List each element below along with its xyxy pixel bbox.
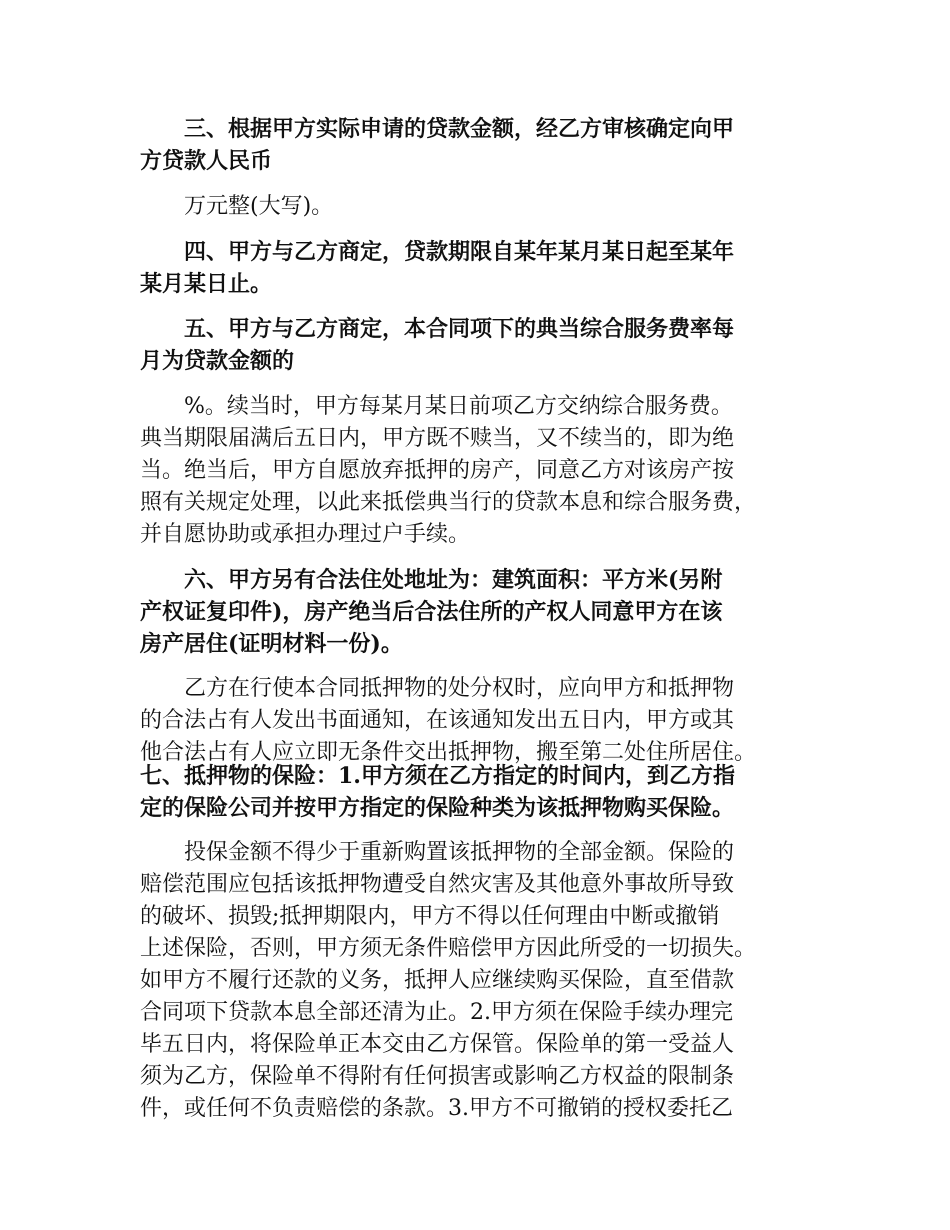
disposal-paragraph-line: 乙方在行使本合同抵押物的处分权时，应向甲方和抵押物 — [184, 676, 735, 701]
fee-paragraph-line: 当。绝当后，甲方自愿放弃抵押的房产，同意乙方对该房产按 — [140, 458, 735, 483]
section5-heading-line1: 五、甲方与乙方商定，本合同项下的典当综合服务费率每 — [184, 316, 735, 342]
insurance-paragraph-line: 如甲方不履行还款的义务，抵押人应继续购买保险，直至借款 — [140, 968, 735, 993]
fee-paragraph-line: 典当期限届满后五日内，甲方既不赎当，又不续当的，即为绝 — [140, 426, 735, 451]
insurance-paragraph-line: 件，或任何不负责赔偿的条款。3.甲方不可撤销的授权委托乙 — [140, 1096, 733, 1121]
amount-note: 万元整(大写)。 — [184, 194, 334, 219]
insurance-paragraph-line: 合同项下贷款本息全部还清为止。2.甲方须在保险手续办理完 — [140, 1000, 733, 1025]
insurance-paragraph-line: 上述保险，否则，甲方须无条件赔偿甲方因此所受的一切损失。 — [140, 936, 757, 961]
fee-paragraph-line: 并自愿协助或承担办理过户手续。 — [140, 522, 471, 547]
fee-paragraph-line: 照有关规定处理，以此来抵偿典当行的贷款本息和综合服务费， — [140, 490, 757, 515]
section7-heading-line: 定的保险公司并按甲方指定的保险种类为该抵押物购买保险。 — [140, 795, 735, 821]
section6-heading-line: 六、甲方另有合法住处地址为：建筑面积：平方米(另附 — [184, 567, 723, 593]
insurance-paragraph-line: 赔偿范围应包括该抵押物遭受自然灾害及其他意外事故所导致 — [140, 872, 735, 897]
insurance-paragraph-line: 的破坏、损毁;抵押期限内，甲方不得以任何理由中断或撤销 — [140, 904, 720, 929]
section6-heading-line: 产权证复印件)，房产绝当后合法住所的产权人同意甲方在该 — [140, 599, 723, 625]
section3-heading-line2: 方贷款人民币 — [140, 148, 273, 174]
insurance-paragraph-line: 毕五日内，将保险单正本交由乙方保管。保险单的第一受益人 — [140, 1032, 735, 1057]
insurance-paragraph-line: 投保金额不得少于重新购置该抵押物的全部金额。保险的 — [184, 840, 735, 865]
section5-heading-line2: 月为贷款金额的 — [140, 348, 295, 374]
fee-paragraph-line: %。续当时，甲方每某月某日前项乙方交纳综合服务费。 — [184, 394, 733, 419]
disposal-paragraph-line: 他合法占有人应立即无条件交出抵押物，搬至第二处住所居住。 — [140, 740, 757, 765]
disposal-paragraph-line: 的合法占有人发出书面通知，在该通知发出五日内，甲方或其 — [140, 708, 735, 733]
section6-heading-line: 房产居住(证明材料一份)。 — [140, 631, 403, 657]
insurance-paragraph-line: 须为乙方，保险单不得附有任何损害或影响乙方权益的限制条 — [140, 1064, 735, 1089]
section7-heading-line: 七、抵押物的保险：1.甲方须在乙方指定的时间内，到乙方指 — [140, 763, 735, 789]
section4-heading-line1: 四、甲方与乙方商定，贷款期限自某年某月某日起至某年 — [184, 239, 735, 265]
section4-heading-line2: 某月某日止。 — [140, 271, 273, 297]
section3-heading-line1: 三、根据甲方实际申请的贷款金额，经乙方审核确定向甲 — [184, 116, 735, 142]
